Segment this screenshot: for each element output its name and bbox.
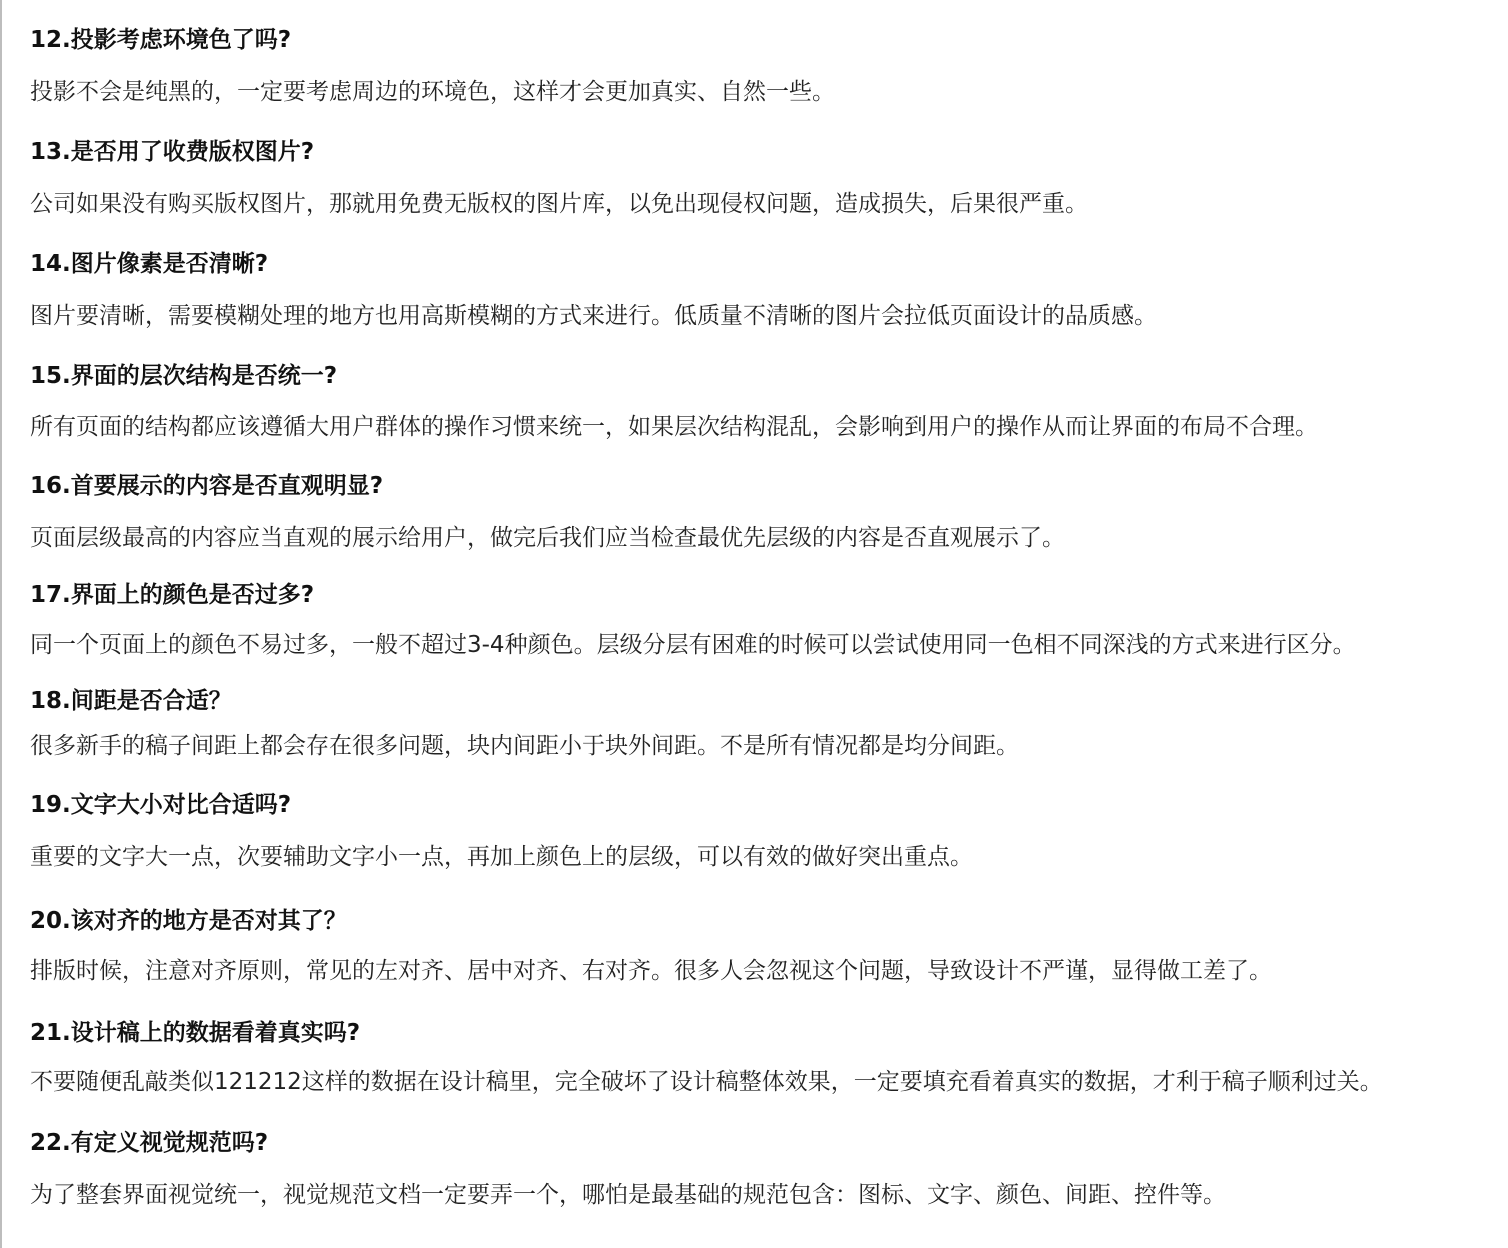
checklist-item-21	[30, 1018, 1488, 1095]
checklist-item-19	[30, 790, 1488, 870]
question-heading: 13.是否用了收费版权图片?	[30, 139, 315, 165]
question-heading: 12.投影考虑环境色了吗?	[30, 27, 292, 53]
question-heading: 18.间距是否合适？	[30, 688, 232, 714]
checklist-item-12	[30, 25, 1488, 105]
checklist-item-22	[30, 1128, 1488, 1208]
answer-text: 重要的文字大一点，次要辅助文字小一点，再加上颜色上的层级，可以有效的做好突出重点。	[30, 844, 973, 870]
question-heading: 15.界面的层次结构是否统一?	[30, 363, 338, 389]
question-heading: 22.有定义视觉规范吗?	[30, 1130, 269, 1156]
answer-text: 公司如果没有购买版权图片，那就用免费无版权的图片库，以免出现侵权问题，造成损失，后果很严重。	[30, 191, 1088, 217]
checklist-item-17	[30, 580, 1488, 658]
answer-text: 很多新手的稿子间距上都会存在很多问题，块内间距小于块外间距。不是所有情况都是均分间距。	[30, 733, 1019, 759]
question-heading: 17.界面上的颜色是否过多?	[30, 582, 315, 608]
answer-text: 排版时候，注意对齐原则，常见的左对齐、居中对齐、右对齐。很多人会忽视这个问题，导致设计不严谨，显得做工差了。	[30, 958, 1272, 984]
checklist-item-20	[30, 906, 1488, 984]
checklist-item-16	[30, 471, 1488, 551]
answer-text: 页面层级最高的内容应当直观的展示给用户，做完后我们应当检查最优先层级的内容是否直观展示了。	[30, 525, 1065, 551]
checklist-item-13	[30, 137, 1488, 217]
question-heading: 20.该对齐的地方是否对其了？	[30, 908, 347, 934]
answer-text: 为了整套界面视觉统一，视觉规范文档一定要弄一个，哪怕是最基础的规范包含：图标、文字、颜色、间距、控件等。	[30, 1182, 1226, 1208]
answer-text: 不要随便乱敲类似121212这样的数据在设计稿里，完全破坏了设计稿整体效果，一定要填充看着真实的数据，才利于稿子顺利过关。	[30, 1069, 1383, 1095]
question-heading: 19.文字大小对比合适吗?	[30, 792, 292, 818]
checklist-item-14	[30, 249, 1488, 329]
checklist-item-18	[30, 686, 1488, 759]
question-heading: 16.首要展示的内容是否直观明显?	[30, 473, 384, 499]
question-heading: 21.设计稿上的数据看着真实吗?	[30, 1020, 361, 1046]
answer-text: 同一个页面上的颜色不易过多，一般不超过3-4种颜色。层级分层有困难的时候可以尝试使用同一色相不同深浅的方式来进行区分。	[30, 632, 1356, 658]
checklist-item-15	[30, 361, 1488, 440]
question-heading: 14.图片像素是否清晰?	[30, 251, 269, 277]
answer-text: 图片要清晰，需要模糊处理的地方也用高斯模糊的方式来进行。低质量不清晰的图片会拉低页面设计的品质感。	[30, 303, 1157, 329]
answer-text: 投影不会是纯黑的，一定要考虑周边的环境色，这样才会更加真实、自然一些。	[30, 79, 835, 105]
answer-text: 所有页面的结构都应该遵循大用户群体的操作习惯来统一，如果层次结构混乱，会影响到用户的操作从而让界面的布局不合理。	[30, 414, 1318, 440]
